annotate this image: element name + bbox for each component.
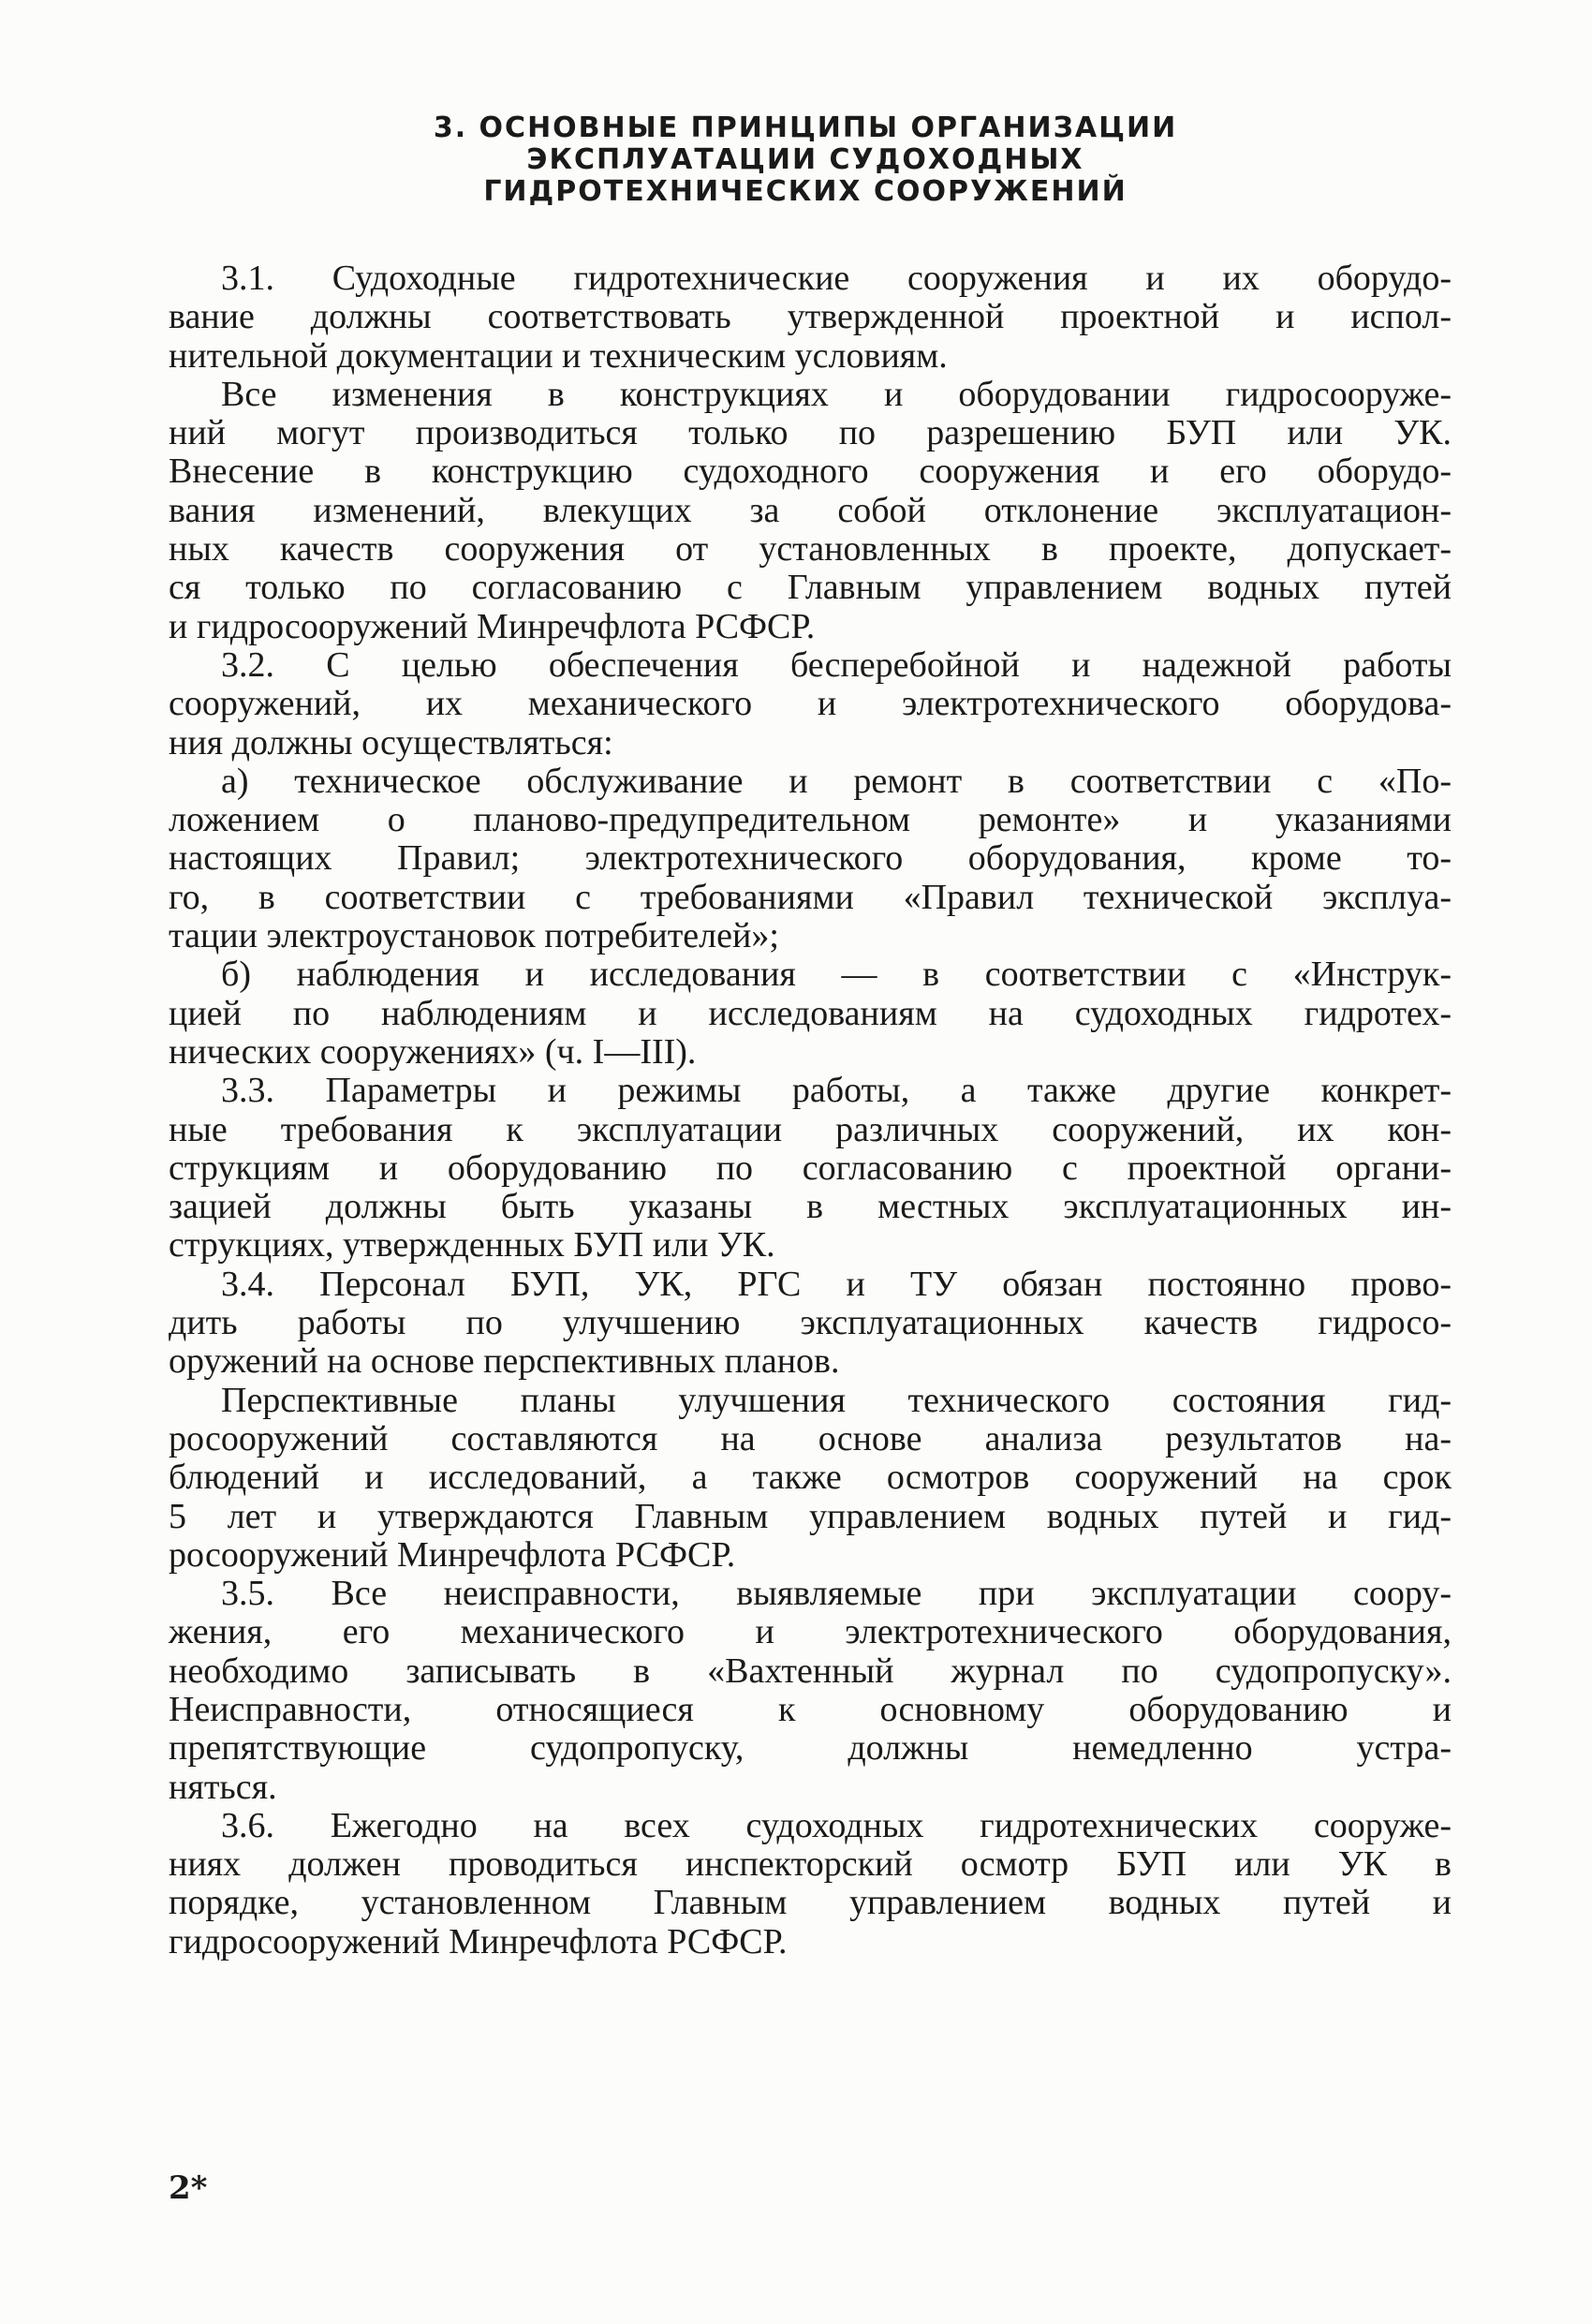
text-line: ные требования к эксплуатации различных сооружений, их кон-: [169, 1109, 1452, 1149]
section-body: [169, 259, 1452, 1961]
text-line: росооружений Минречфлота РСФСР.: [169, 1534, 736, 1575]
text-line: ложением о планово-предупредительном ремонте» и указаниями: [169, 800, 1452, 840]
text-line: Все изменения в конструкциях и оборудовании гидросооруже-: [221, 374, 1452, 414]
heading-line: ЭКСПЛУАТАЦИИ СУДОХОДНЫХ: [526, 143, 1084, 176]
text-line: Перспективные планы улучшения технического состояния гид-: [221, 1380, 1452, 1420]
text-line: го, в соответствии с требованиями «Правил технической эксплуа-: [169, 877, 1452, 917]
text-line: Неисправности, относящиеся к основному оборудованию и: [169, 1689, 1452, 1729]
text-line: 3.4. Персонал БУП, УК, РГС и ТУ обязан постоянно прово-: [221, 1264, 1452, 1304]
text-line: и гидросооружений Минречфлота РСФСР.: [169, 606, 816, 646]
text-line: зацией должны быть указаны в местных эксплуатационных ин-: [169, 1187, 1452, 1227]
text-line: 3.1. Судоходные гидротехнические сооружения и их оборудо-: [221, 259, 1452, 298]
heading-line: 3. ОСНОВНЫЕ ПРИНЦИПЫ ОРГАНИЗАЦИИ: [433, 111, 1178, 144]
paragraph-3-2-b: [169, 955, 1452, 1072]
text-line: сооружений, их механического и электротехнического оборудова-: [169, 684, 1452, 724]
text-line: блюдений и исследований, а также осмотров сооружений на срок: [169, 1458, 1452, 1498]
text-line: гидросооружений Минречфлота РСФСР.: [169, 1921, 788, 1961]
text-line: тации электроустановок потребителей»;: [169, 916, 779, 956]
text-line: вание должны соответствовать утвержденной проектной и испол-: [169, 297, 1452, 337]
paragraph-3-5: [169, 1575, 1452, 1807]
section-heading: [169, 112, 1442, 208]
text-line: росооружений составляются на основе анализа результатов на-: [169, 1418, 1452, 1458]
text-line: струкциям и оборудованию по согласованию с проектной органи-: [169, 1147, 1452, 1188]
signature-mark: 2*: [169, 2169, 208, 2207]
paragraph-3-3: [169, 1072, 1452, 1265]
text-line: жения, его механического и электротехнического оборудования,: [169, 1612, 1452, 1652]
text-line: дить работы по улучшению эксплуатационных качеств гидросо-: [169, 1303, 1452, 1343]
text-line: препятствующие судопропуску, должны немедленно устра-: [169, 1728, 1452, 1769]
text-line: нических сооружениях» (ч. I—III).: [169, 1031, 697, 1072]
text-line: а) техническое обслуживание и ремонт в соответствии с «По-: [221, 761, 1452, 801]
heading-line: ГИДРОТЕХНИЧЕСКИХ СООРУЖЕНИЙ: [483, 175, 1128, 208]
paragraph-changes: [169, 376, 1452, 646]
text-line: цией по наблюдениям и исследованиям на судоходных гидротех-: [169, 993, 1452, 1033]
text-line: необходимо записывать в «Вахтенный журнал по судопропуску».: [169, 1650, 1452, 1691]
text-line: Внесение в конструкцию судоходного сооружения и его оборудо-: [169, 451, 1452, 492]
text-line: нительной документации и техническим условиям.: [169, 335, 948, 376]
paragraph-3-6: [169, 1807, 1452, 1961]
text-line: 3.3. Параметры и режимы работы, а также другие конкрет-: [221, 1071, 1452, 1111]
text-line: 3.2. С целью обеспечения бесперебойной и надежной работы: [221, 644, 1452, 685]
paragraph-3-2-a: [169, 762, 1452, 955]
text-line: оружений на основе перспективных планов.: [169, 1341, 840, 1382]
text-line: порядке, установленном Главным управлением водных путей и: [169, 1883, 1452, 1923]
text-line: б) наблюдения и исследования — в соответствии с «Инструк-: [221, 955, 1452, 995]
text-line: вания изменений, влекущих за собой отклонение эксплуатацион-: [169, 490, 1452, 530]
paragraph-3-4: [169, 1266, 1452, 1382]
text-line: ниях должен проводиться инспекторский осмотр БУП или УК в: [169, 1844, 1452, 1885]
paragraph-3-2: [169, 646, 1452, 762]
paragraph-plans: [169, 1382, 1452, 1575]
text-line: 3.5. Все неисправности, выявляемые при эксплуатации соору-: [221, 1574, 1452, 1614]
paragraph-3-1: [169, 259, 1452, 376]
text-line: ся только по согласованию с Главным управлением водных путей: [169, 568, 1452, 608]
text-line: струкциях, утвержденных БУП или УК.: [169, 1225, 775, 1266]
text-line: настоящих Правил; электротехнического оборудования, кроме то-: [169, 838, 1452, 879]
text-line: ных качеств сооружения от установленных в проекте, допускает-: [169, 529, 1452, 570]
text-line: ний могут производиться только по разрешению БУП или УК.: [169, 413, 1452, 453]
text-line: 5 лет и утверждаются Главным управлением водных путей и гид-: [169, 1496, 1452, 1536]
text-line: ния должны осуществляться:: [169, 722, 613, 762]
text-line: няться.: [169, 1767, 277, 1807]
text-line: 3.6. Ежегодно на всех судоходных гидротехнических сооруже-: [221, 1805, 1452, 1845]
